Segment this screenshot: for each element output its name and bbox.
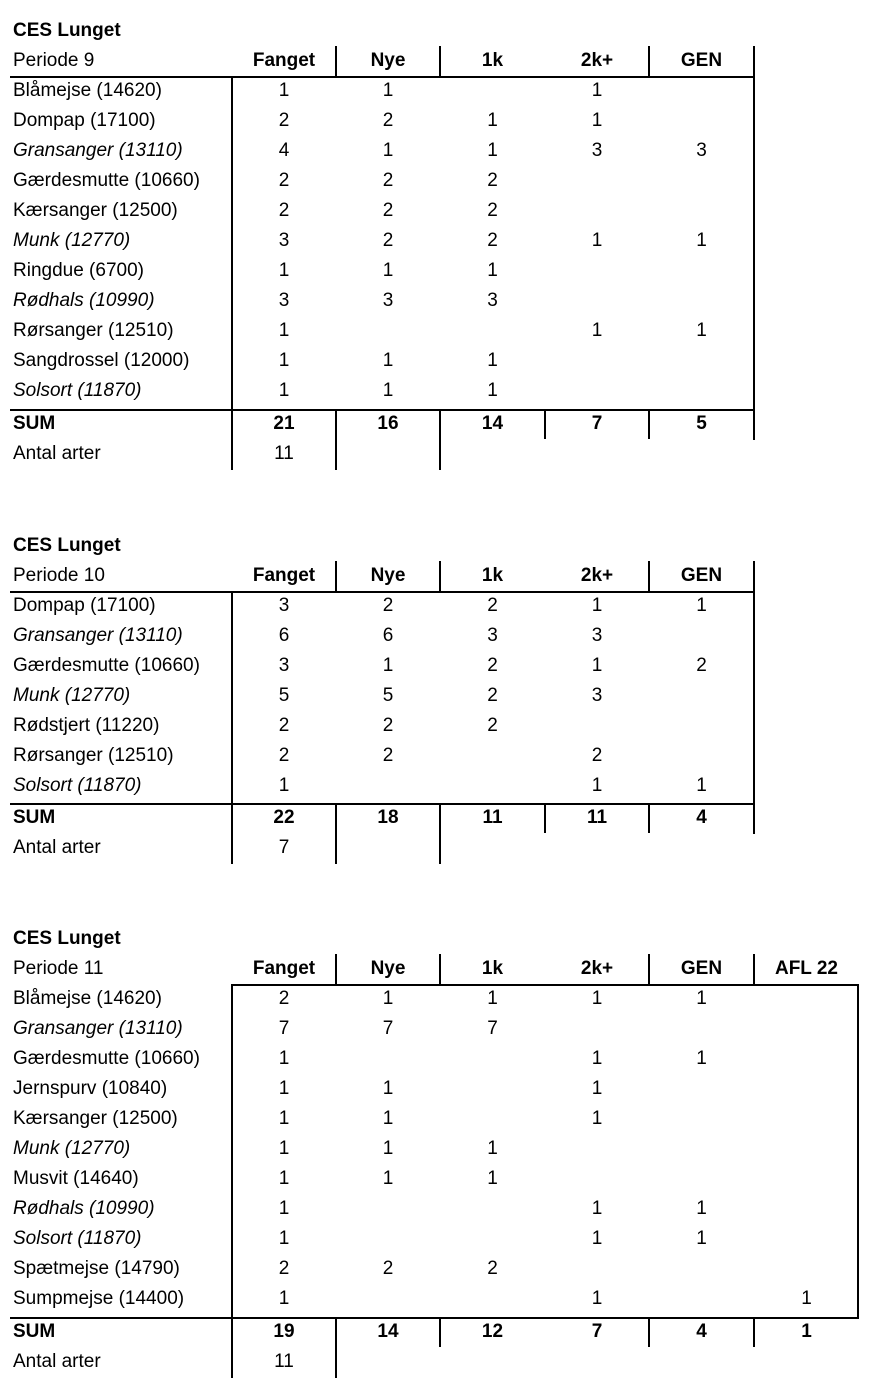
species-name: Rørsanger (12510) (13, 320, 174, 341)
col-divider (544, 803, 546, 833)
cell-fanget: 2 (278, 745, 290, 766)
cell-gen: 1 (696, 1048, 707, 1069)
cell-2k: 1 (591, 988, 603, 1009)
cell-afl-22 (754, 984, 859, 1014)
sum-nye: 18 (377, 807, 399, 828)
col-header-1k: 1k (481, 565, 504, 586)
cell-2k: 1 (591, 1108, 603, 1129)
cell-fanget: 2 (278, 1258, 290, 1279)
table-row (0, 1134, 886, 1164)
header-rule (10, 591, 754, 593)
cell-1k (440, 771, 545, 801)
cell-nye: 2 (382, 595, 394, 616)
sum-rule (10, 409, 754, 411)
period-label: Periode 9 (13, 50, 95, 71)
period-label: Periode 11 (13, 958, 104, 979)
species-name: Rødhals (10990) (13, 290, 155, 311)
cell-afl-22 (754, 1104, 859, 1134)
cell-afl-22 (754, 1014, 859, 1044)
cell-1k (440, 316, 545, 346)
col-header-nye: Nye (370, 50, 406, 71)
col-divider (648, 46, 650, 76)
cell-2k (545, 1014, 649, 1044)
cell-2k: 1 (591, 1228, 603, 1249)
species-name: Munk (12770) (13, 685, 131, 706)
cell-gen (649, 711, 754, 741)
table-row (0, 1224, 886, 1254)
species-name: Spætmejse (14790) (13, 1258, 180, 1279)
cell-nye: 2 (382, 1258, 394, 1279)
cell-2k: 1 (591, 1048, 603, 1069)
cell-1k: 1 (487, 1168, 498, 1189)
cell-1k: 2 (487, 200, 498, 221)
cell-gen (649, 681, 754, 711)
cell-nye (336, 1224, 440, 1254)
species-name: Gransanger (13110) (13, 625, 183, 646)
species-name: Gærdesmutte (10660) (13, 1048, 200, 1069)
table-title: CES Lunget (13, 535, 121, 556)
sum-afl-22: 1 (801, 1321, 812, 1342)
col-divider (439, 803, 441, 864)
cell-gen: 1 (696, 1198, 707, 1219)
species-count-value: 11 (274, 1351, 294, 1372)
col-divider (439, 46, 441, 76)
cell-gen (649, 196, 754, 226)
cell-1k: 7 (487, 1018, 498, 1039)
species-name: Munk (12770) (13, 1138, 131, 1159)
species-count-label: Antal arter (13, 1351, 101, 1372)
cell-gen (649, 1164, 754, 1194)
cell-1k: 2 (487, 230, 498, 251)
cell-2k: 1 (591, 80, 603, 101)
cell-nye: 1 (382, 1138, 394, 1159)
cell-1k (440, 1104, 545, 1134)
cell-gen (649, 741, 754, 771)
cell-fanget: 1 (278, 1048, 290, 1069)
cell-2k: 1 (591, 655, 603, 676)
cell-nye: 3 (382, 290, 394, 311)
col-divider (335, 409, 337, 470)
cell-nye: 1 (382, 260, 394, 281)
cell-2k (545, 1164, 649, 1194)
col-header-gen: GEN (680, 565, 723, 586)
cell-1k: 1 (487, 988, 498, 1009)
sum-nye: 16 (377, 413, 399, 434)
col-divider (753, 561, 755, 834)
cell-1k (440, 1194, 545, 1224)
sum-label: SUM (13, 807, 56, 828)
cell-gen: 1 (696, 988, 707, 1009)
cell-afl-22 (754, 1044, 859, 1074)
cell-fanget: 1 (278, 260, 290, 281)
cell-fanget: 1 (278, 1168, 290, 1189)
cell-1k (440, 76, 545, 106)
sum-fanget: 19 (273, 1321, 295, 1342)
col-divider (753, 1317, 755, 1347)
cell-2k: 2 (591, 745, 603, 766)
cell-gen (649, 1134, 754, 1164)
cell-fanget: 3 (278, 230, 290, 251)
cell-afl-22 (754, 1164, 859, 1194)
sum-rule (10, 1317, 859, 1319)
cell-gen (649, 286, 754, 316)
table-row (0, 1164, 886, 1194)
cell-nye: 1 (382, 988, 394, 1009)
cell-fanget: 2 (278, 170, 290, 191)
cell-1k: 1 (487, 260, 498, 281)
cell-fanget: 6 (278, 625, 290, 646)
col-divider (335, 954, 337, 984)
cell-afl-22 (754, 1254, 859, 1284)
cell-1k (440, 1074, 545, 1104)
species-name: Jernspurv (10840) (13, 1078, 168, 1099)
sum-label: SUM (13, 413, 56, 434)
cell-1k: 2 (487, 715, 498, 736)
cell-fanget: 1 (278, 1228, 290, 1249)
col-header-2k: 2k+ (580, 50, 614, 71)
cell-nye: 6 (382, 625, 394, 646)
cell-nye: 1 (382, 140, 394, 161)
cell-gen (649, 1104, 754, 1134)
cell-nye: 2 (382, 715, 394, 736)
cell-fanget: 1 (278, 775, 290, 796)
table-title: CES Lunget (13, 928, 121, 949)
cell-1k: 2 (487, 685, 498, 706)
cell-fanget: 2 (278, 988, 290, 1009)
cell-nye: 1 (382, 350, 394, 371)
species-name: Gransanger (13110) (13, 140, 183, 161)
species-count-label: Antal arter (13, 837, 101, 858)
species-name: Dompap (17100) (13, 595, 156, 616)
table-row (0, 1044, 886, 1074)
header-rule (10, 76, 754, 78)
cell-gen: 1 (696, 1228, 707, 1249)
cell-afl-22 (754, 1224, 859, 1254)
cell-2k (545, 711, 649, 741)
cell-1k: 2 (487, 170, 498, 191)
species-name: Sangdrossel (12000) (13, 350, 190, 371)
cell-fanget: 2 (278, 110, 290, 131)
species-name: Kærsanger (12500) (13, 1108, 178, 1129)
sum-2k: 7 (591, 413, 603, 434)
table-row (0, 1254, 886, 1284)
table-row (0, 1104, 886, 1134)
cell-2k: 3 (591, 625, 603, 646)
cell-1k (440, 1224, 545, 1254)
cell-fanget: 2 (278, 200, 290, 221)
cell-2k: 1 (591, 775, 603, 796)
cell-gen: 1 (696, 595, 707, 616)
cell-1k (440, 1044, 545, 1074)
col-header-1k: 1k (481, 958, 504, 979)
cell-nye: 1 (382, 80, 394, 101)
cell-2k (545, 1134, 649, 1164)
sum-nye: 14 (377, 1321, 399, 1342)
col-divider (335, 803, 337, 864)
table-row (0, 1284, 886, 1314)
species-name: Blåmejse (14620) (13, 80, 162, 101)
species-name: Musvit (14640) (13, 1168, 139, 1189)
cell-nye: 2 (382, 745, 394, 766)
cell-fanget: 1 (278, 350, 290, 371)
cell-gen (649, 256, 754, 286)
cell-fanget: 7 (278, 1018, 290, 1039)
cell-fanget: 1 (278, 1198, 290, 1219)
table-row (0, 1074, 886, 1104)
col-header-afl-22: AFL 22 (774, 958, 838, 979)
cell-2k (545, 376, 649, 406)
species-name: Gransanger (13110) (13, 1018, 183, 1039)
col-divider (544, 409, 546, 439)
header-rule (231, 984, 859, 986)
cell-2k: 1 (591, 595, 603, 616)
table-row (0, 1194, 886, 1224)
cell-gen (649, 106, 754, 136)
species-name: Ringdue (6700) (13, 260, 144, 281)
cell-afl-22 (754, 1074, 859, 1104)
col-divider (439, 954, 441, 984)
col-header-2k: 2k+ (580, 958, 614, 979)
col-header-1k: 1k (481, 50, 504, 71)
col-header-fanget: Fanget (252, 565, 316, 586)
cell-2k (545, 346, 649, 376)
cell-2k: 3 (591, 140, 603, 161)
species-count-value: 7 (278, 837, 290, 858)
cell-1k: 1 (487, 110, 498, 131)
cell-fanget: 1 (278, 1078, 290, 1099)
col-divider (648, 1317, 650, 1347)
col-divider (439, 1317, 441, 1347)
cell-nye: 5 (382, 685, 394, 706)
cell-gen: 3 (696, 140, 707, 161)
col-divider (231, 984, 233, 1378)
cell-1k: 3 (487, 290, 498, 311)
cell-2k: 1 (591, 320, 603, 341)
cell-fanget: 1 (278, 1288, 290, 1309)
table-title: CES Lunget (13, 20, 121, 41)
species-name: Blåmejse (14620) (13, 988, 162, 1009)
cell-gen (649, 1014, 754, 1044)
species-name: Gærdesmutte (10660) (13, 170, 200, 191)
cell-nye: 1 (382, 1108, 394, 1129)
cell-fanget: 1 (278, 1138, 290, 1159)
cell-gen (649, 166, 754, 196)
cell-afl-22: 1 (801, 1288, 812, 1309)
cell-1k: 1 (487, 350, 498, 371)
cell-nye (336, 1194, 440, 1224)
cell-nye: 1 (382, 1168, 394, 1189)
cell-fanget: 1 (278, 320, 290, 341)
sum-gen: 4 (696, 807, 707, 828)
sum-1k: 11 (482, 807, 503, 828)
species-count-value: 11 (274, 443, 294, 464)
species-count-row (0, 439, 886, 469)
col-divider (231, 591, 233, 864)
cell-1k: 1 (487, 1138, 498, 1159)
table-periode-9 (0, 16, 886, 476)
cell-fanget: 1 (278, 1108, 290, 1129)
col-header-nye: Nye (370, 958, 406, 979)
cell-1k (440, 1284, 545, 1314)
col-divider (439, 409, 441, 470)
species-name: Solsort (11870) (13, 1228, 142, 1249)
col-header-fanget: Fanget (252, 50, 316, 71)
cell-2k (545, 286, 649, 316)
cell-1k: 2 (487, 595, 498, 616)
col-divider (648, 954, 650, 984)
cell-2k: 1 (591, 1198, 603, 1219)
species-name: Munk (12770) (13, 230, 131, 251)
col-header-gen: GEN (680, 50, 723, 71)
col-divider (857, 984, 859, 1318)
cell-gen (649, 376, 754, 406)
cell-1k: 1 (487, 140, 498, 161)
cell-2k (545, 1254, 649, 1284)
cell-nye: 1 (382, 380, 394, 401)
cell-nye: 2 (382, 230, 394, 251)
cell-1k: 1 (487, 380, 498, 401)
cell-gen: 2 (696, 655, 707, 676)
sum-gen: 5 (696, 413, 707, 434)
cell-gen: 1 (696, 320, 707, 341)
cell-2k (545, 166, 649, 196)
sum-fanget: 21 (273, 413, 295, 434)
cell-1k: 2 (487, 1258, 498, 1279)
cell-2k: 1 (591, 1288, 603, 1309)
cell-gen (649, 346, 754, 376)
species-name: Rødstjert (11220) (13, 715, 160, 736)
sum-gen: 4 (696, 1321, 707, 1342)
cell-2k: 1 (591, 110, 603, 131)
cell-gen (649, 1254, 754, 1284)
cell-2k: 1 (591, 1078, 603, 1099)
species-count-row (0, 833, 886, 863)
species-name: Sumpmejse (14400) (13, 1288, 185, 1309)
cell-nye: 1 (382, 655, 394, 676)
cell-nye: 2 (382, 110, 394, 131)
sum-2k: 11 (586, 807, 608, 828)
cell-nye (336, 316, 440, 346)
cell-afl-22 (754, 1194, 859, 1224)
cell-gen (649, 621, 754, 651)
cell-nye (336, 1284, 440, 1314)
cell-fanget: 4 (278, 140, 290, 161)
col-divider (753, 954, 755, 984)
cell-2k (545, 256, 649, 286)
col-divider (648, 803, 650, 833)
table-row (0, 984, 886, 1014)
cell-gen (649, 1074, 754, 1104)
table-row (0, 1014, 886, 1044)
cell-gen: 1 (696, 775, 707, 796)
sum-label: SUM (13, 1321, 56, 1342)
cell-fanget: 1 (278, 380, 290, 401)
cell-nye (336, 771, 440, 801)
col-divider (335, 561, 337, 591)
species-name: Dompap (17100) (13, 110, 156, 131)
cell-nye (336, 1044, 440, 1074)
col-divider (753, 46, 755, 440)
cell-gen (649, 76, 754, 106)
col-divider (335, 46, 337, 76)
cell-2k (545, 196, 649, 226)
cell-fanget: 2 (278, 715, 290, 736)
sum-2k: 7 (591, 1321, 603, 1342)
cell-fanget: 3 (278, 290, 290, 311)
col-header-nye: Nye (370, 565, 406, 586)
cell-1k: 3 (487, 625, 498, 646)
species-name: Gærdesmutte (10660) (13, 655, 200, 676)
col-divider (439, 561, 441, 591)
col-divider (335, 1317, 337, 1378)
period-label: Periode 10 (13, 565, 105, 586)
col-header-2k: 2k+ (580, 565, 614, 586)
cell-fanget: 3 (278, 655, 290, 676)
species-name: Solsort (11870) (13, 380, 142, 401)
cell-gen: 1 (696, 230, 707, 251)
col-divider (231, 76, 233, 470)
cell-nye: 1 (382, 1078, 394, 1099)
table-periode-11 (0, 924, 886, 1384)
cell-nye: 2 (382, 170, 394, 191)
species-count-row (0, 1347, 886, 1377)
cell-2k: 1 (591, 230, 603, 251)
sum-rule (10, 803, 754, 805)
cell-1k: 2 (487, 655, 498, 676)
species-name: Rødhals (10990) (13, 1198, 155, 1219)
cell-afl-22 (754, 1134, 859, 1164)
cell-1k (440, 741, 545, 771)
sum-1k: 12 (481, 1321, 504, 1342)
cell-fanget: 3 (278, 595, 290, 616)
cell-nye: 7 (382, 1018, 394, 1039)
col-header-fanget: Fanget (252, 958, 316, 979)
col-divider (648, 561, 650, 591)
cell-nye: 2 (382, 200, 394, 221)
table-periode-10 (0, 531, 886, 871)
cell-gen (649, 1284, 754, 1314)
cell-fanget: 5 (278, 685, 290, 706)
sum-fanget: 22 (273, 807, 295, 828)
species-name: Rørsanger (12510) (13, 745, 174, 766)
species-name: Solsort (11870) (13, 775, 142, 796)
cell-fanget: 1 (278, 80, 290, 101)
species-count-label: Antal arter (13, 443, 101, 464)
cell-2k: 3 (591, 685, 603, 706)
species-name: Kærsanger (12500) (13, 200, 178, 221)
col-divider (648, 409, 650, 439)
col-header-gen: GEN (680, 958, 723, 979)
sum-1k: 14 (481, 413, 504, 434)
